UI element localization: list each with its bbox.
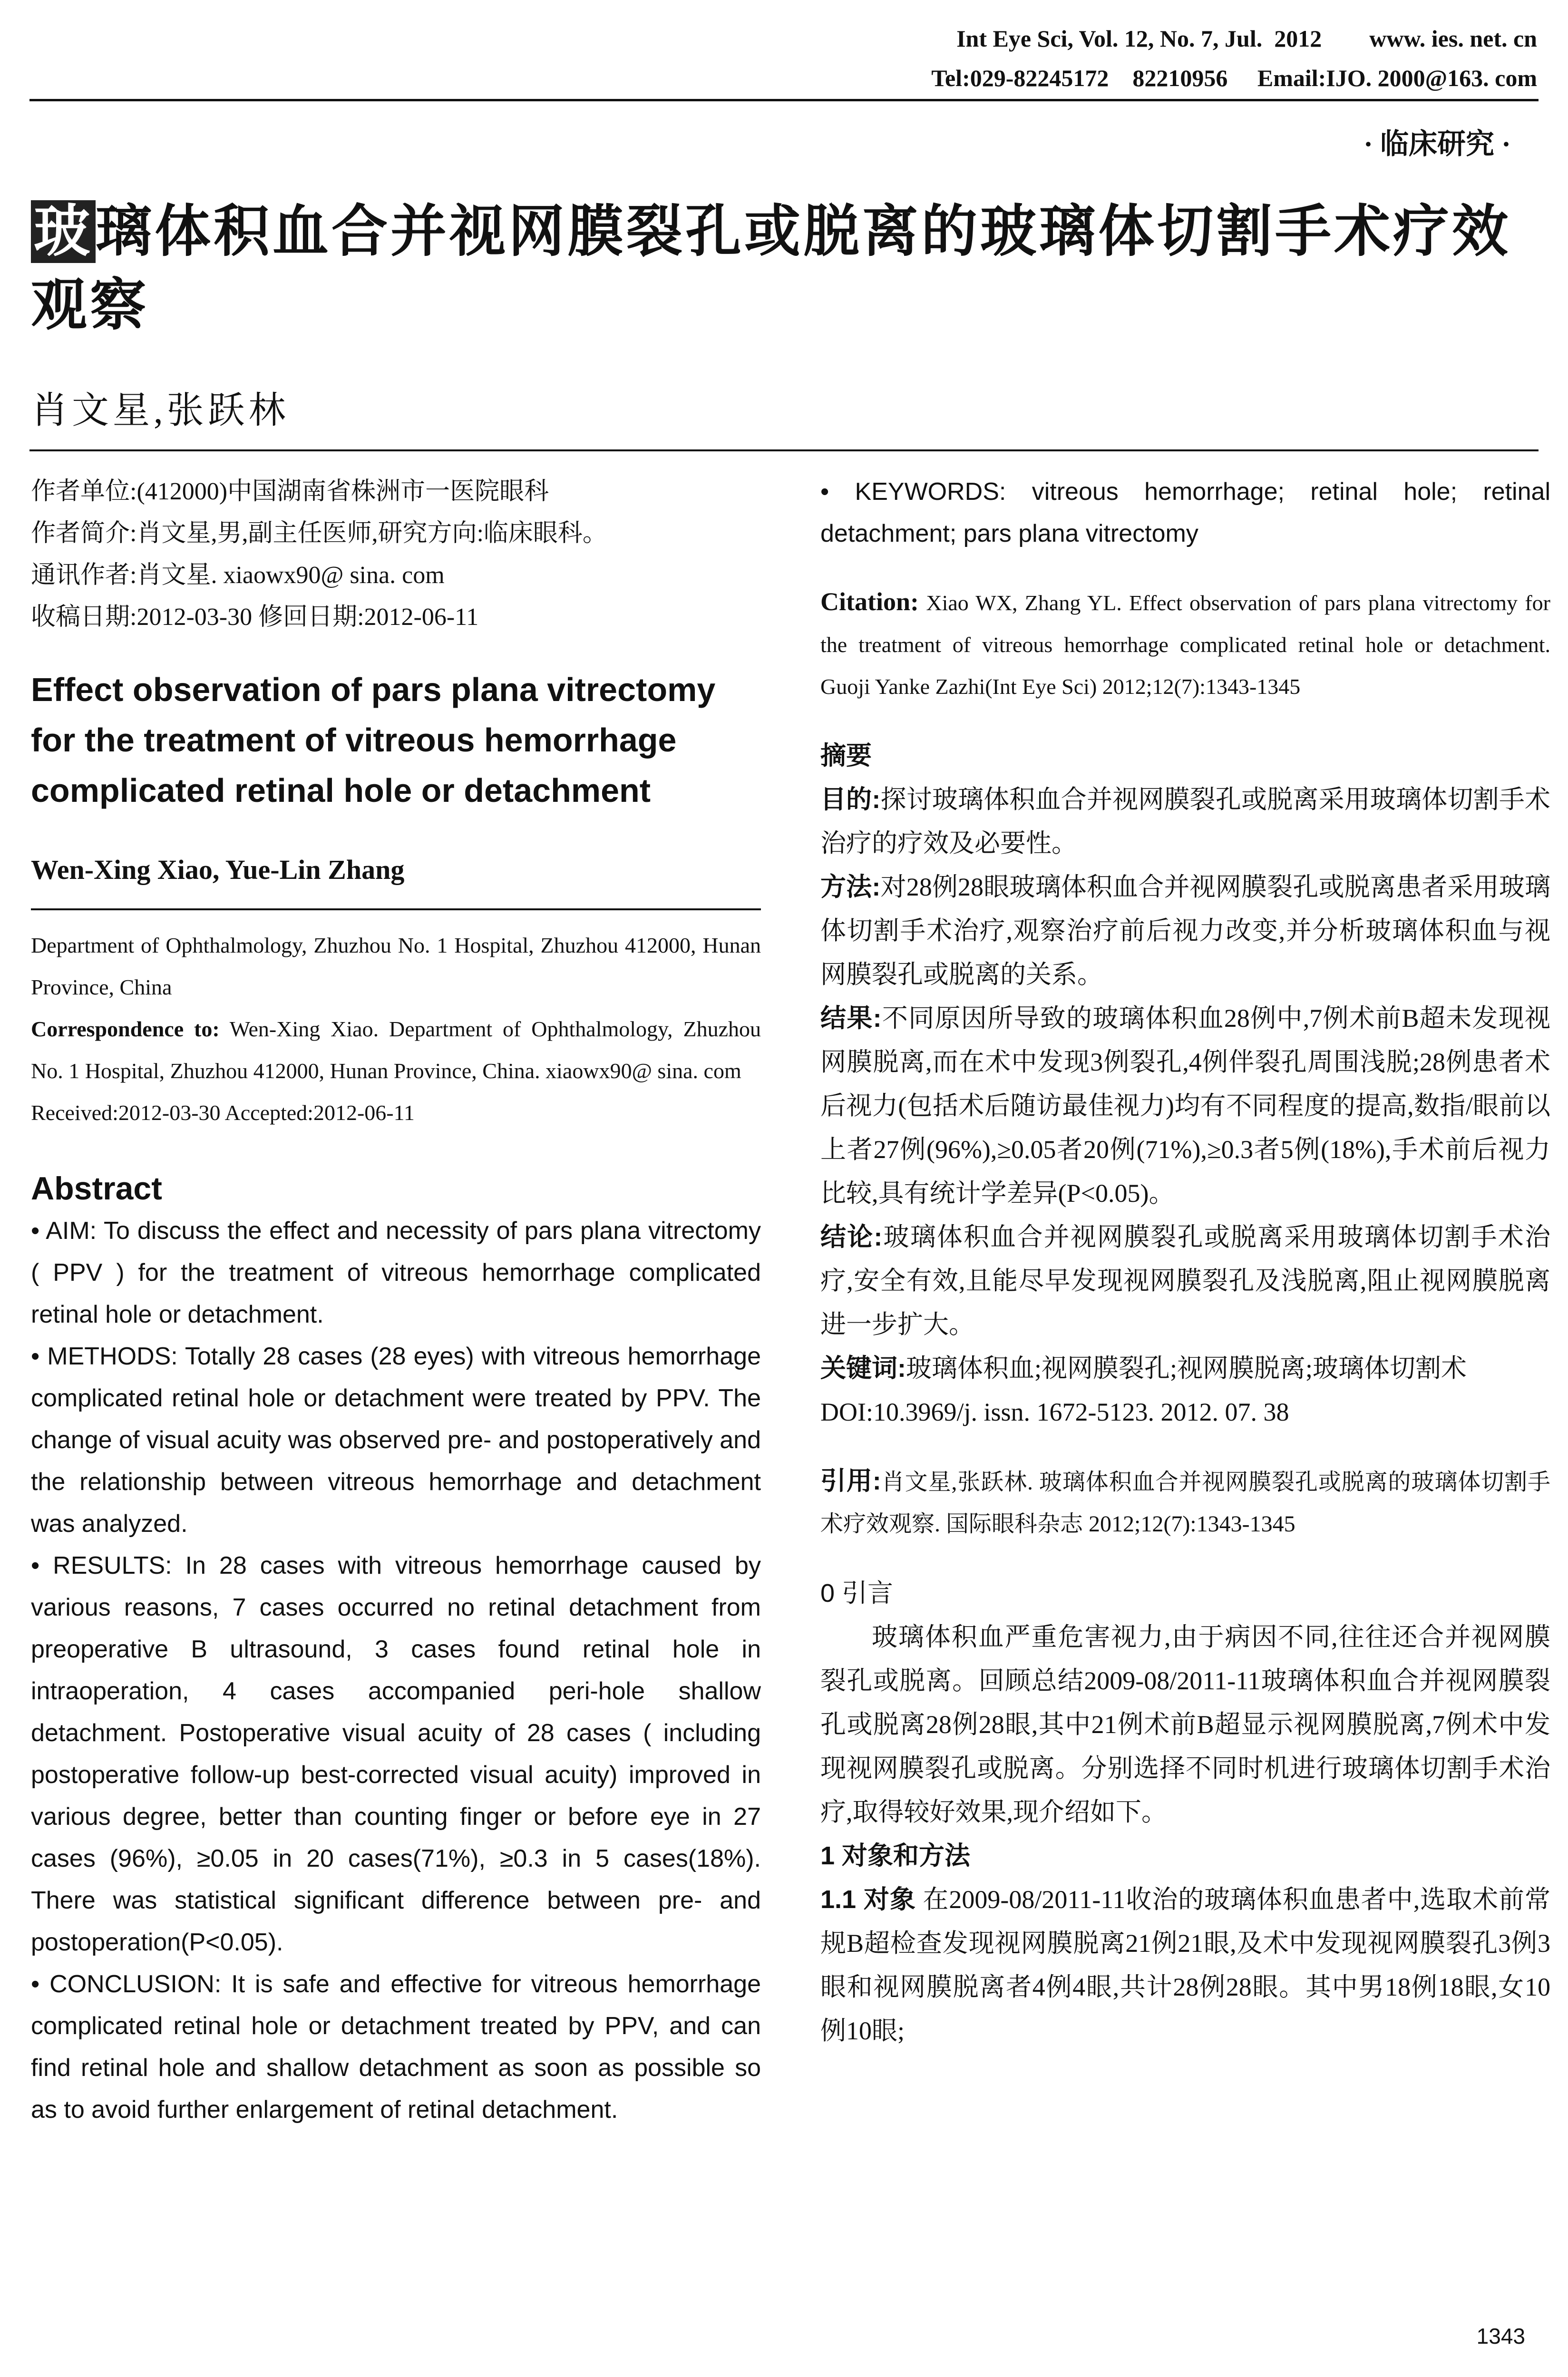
cn-results-label: 结果: <box>820 1004 882 1033</box>
cn-aim-text: 探讨玻璃体积血合并视网膜裂孔或脱离采用玻璃体切割手术治疗的疗效及必要性。 <box>820 785 1550 857</box>
citation-en <box>820 581 1550 708</box>
conclusion-text: It is safe and effective for vitreous hemorrhage complicated retinal hole or detachment treated by PPV, and can find retinal hole and shallow detachment as soon as possible so as to avoid further enlargement of retinal detachment. <box>31 1970 761 2124</box>
info-line: 通讯作者:肖文星. xiaowx90@ sina. com <box>31 562 445 589</box>
citation-cn-label: 引用: <box>820 1467 881 1495</box>
spacer <box>820 1545 1550 1571</box>
received-dates: Received:2012-03-30 Accepted:2012-06-11 <box>31 1101 415 1125</box>
methods-text: Totally 28 cases (28 eyes) with vitreous hemorrhage complicated retinal hole or detachment were treated by PPV. The change of visual acuity was observed pre- and postoperatively and the relationship between vitreous hemorrhage and detachment was analyzed. <box>31 1343 761 1538</box>
cn-aim-label: 目的: <box>820 785 881 814</box>
english-authors: Wen-Xing Xiao, Yue-Lin Zhang <box>31 854 405 885</box>
results-text: In 28 cases with vitreous hemorrhage caused by various reasons, 7 cases occurred no retinal detachment from preoperative B ultrasound, 3 cases found retinal hole in intraoperation, 4 cases accompanied peri-hole shallow detachment. Postoperative visual acuity of 28 cases ( including postoperative follow-up best-corrected visual acuity) improved in various degree, better than counting finger or before eye in 27 cases (96%), ≥0.05 in 20 cases(71%), ≥0.3 in 5 cases(18%). There was statistical significant difference between pre- and postoperation(P<0.05). <box>31 1552 761 1956</box>
abstract-cn-heading: 摘要 <box>820 741 872 770</box>
abstract-heading: Abstract <box>31 1170 162 1207</box>
correspondence-text: Wen-Xing Xiao. Department of Ophthalmology, Zhuzhou No. 1 Hospital, Zhuzhou 412000, Hunan Province, China. xiaowx90@ sina. com <box>31 1017 761 1083</box>
citation-cn <box>820 1460 1550 1545</box>
correspondence-label: Correspondence to: <box>31 1017 220 1041</box>
results-label: • RESULTS: <box>31 1552 172 1579</box>
subject-label: 1.1 对象 <box>820 1885 916 1914</box>
author-rule <box>31 908 761 910</box>
author-info-cn <box>31 471 761 638</box>
info-line: 收稿日期:2012-03-30 修回日期:2012-06-11 <box>31 604 479 631</box>
title-first-char: 玻 <box>31 200 96 263</box>
abstract-methods <box>31 1335 761 1545</box>
intro-heading: 0 引言 <box>820 1579 894 1607</box>
cn-methods-text: 对28例28眼玻璃体积血合并视网膜裂孔或脱离患者采用玻璃体切割手术治疗,观察治疗前后视力改变,并分析玻璃体积血与视网膜裂孔或脱离的关系。 <box>820 873 1550 989</box>
contact-header: Tel:029-82245172 82210956 Email:IJO. 2000@163. com <box>931 65 1537 91</box>
abstract-cn-aim <box>820 778 1550 865</box>
citation-label: Citation: <box>820 587 919 616</box>
abstract-cn-methods <box>820 865 1550 996</box>
abstract-conclusion <box>31 1963 761 2131</box>
header-rule <box>29 99 1539 101</box>
cn-keywords-text: 玻璃体积血;视网膜裂孔;视网膜脱离;玻璃体切割术 <box>906 1354 1467 1383</box>
title-rest: 璃体积血合并视网膜裂孔或脱离的玻璃体切割手术疗效观察 <box>31 200 1511 337</box>
methods-heading: 1 对象和方法 <box>820 1841 971 1870</box>
abstract-cn-keywords <box>820 1346 1550 1390</box>
cn-keywords-label: 关键词: <box>820 1354 906 1383</box>
info-line: 作者简介:肖文星,男,副主任医师,研究方向:临床眼科。 <box>31 520 607 547</box>
abstract-results <box>31 1545 761 1963</box>
aim-label: • AIM: <box>31 1217 97 1245</box>
keywords-label: • KEYWORDS: <box>820 478 1006 506</box>
authors-cn: 肖文星,张跃林 <box>31 390 290 431</box>
subject-paragraph <box>820 1878 1550 2053</box>
right-column <box>820 471 1550 2053</box>
section-tag: · 临床研究 · <box>1363 128 1511 160</box>
keywords-en <box>820 471 1550 555</box>
doi: DOI:10.3969/j. issn. 1672-5123. 2012. 07. 38 <box>820 1398 1289 1426</box>
page-number: 1343 <box>1476 2324 1525 2348</box>
left-column <box>31 471 761 2131</box>
cn-conclusion-label: 结论: <box>820 1223 883 1251</box>
aim-text: To discuss the effect and necessity of pars plana vitrectomy ( PPV ) for the treatment of vitreous hemorrhage complicated retinal hole or detachment. <box>31 1217 761 1328</box>
affiliation: Department of Ophthalmology, Zhuzhou No. 1 Hospital, Zhuzhou 412000, Hunan Province, China <box>31 933 761 999</box>
spacer <box>820 555 1550 581</box>
cn-results-text: 不同原因所导致的玻璃体积血28例中,7例术前B超未发现视网膜脱离,而在术中发现3例裂孔,4例伴裂孔周围浅脱;28例患者术后视力(包括术后随访最佳视力)均有不同程度的提高,数指/眼前以上者27例(96%),≥0.05者20例(71%),≥0.3者5例(18%),手术前后视力比较,具有统计学差异(P<0.05)。 <box>820 1004 1551 1208</box>
abstract-cn-conclusion <box>820 1215 1550 1346</box>
journal-header: Int Eye Sci, Vol. 12, No. 7, Jul. 2012 www. ies. net. cn <box>956 25 1537 52</box>
spacer <box>820 1434 1550 1460</box>
article-title <box>31 195 1539 342</box>
info-line: 作者单位:(412000)中国湖南省株洲市一医院眼科 <box>31 478 549 505</box>
abstract-cn-results <box>820 996 1550 1215</box>
spacer <box>820 708 1550 734</box>
intro-text: 玻璃体积血严重危害视力,由于病因不同,往往还合并视网膜裂孔或脱离。回顾总结2009-08/2011-11玻璃体积血合并视网膜裂孔或脱离28例28眼,其中21例术前B超显示视网膜脱离,7例术中发现视网膜裂孔或脱离。分别选择不同时机进行玻璃体切割手术治疗,取得较好效果,现介绍如下。 <box>820 1623 1550 1826</box>
english-title: Effect observation of pars plana vitrectomy for the treatment of vitreous hemorrhage complicated retinal hole or detachment <box>31 671 716 809</box>
subject-text: 在2009-08/2011-11收治的玻璃体积血患者中,选取术前常规B超检查发现视网膜脱离21例21眼,及术中发现视网膜裂孔3例3眼和视网膜脱离者4例4眼,共计28例28眼。其中男18例18眼,女10例10眼; <box>820 1885 1550 2045</box>
correspondence <box>31 1008 761 1092</box>
cn-conclusion-text: 玻璃体积血合并视网膜裂孔或脱离采用玻璃体切割手术治疗,安全有效,且能尽早发现视网膜裂孔及浅脱离,阻止视网膜脱离进一步扩大。 <box>820 1223 1551 1339</box>
citation-text: Xiao WX, Zhang YL. Effect observation of pars plana vitrectomy for the treatment of vitreous hemorrhage complicated retinal hole or detachment. Guoji Yanke Zazhi(Int Eye Sci) 2012;12(7):1343-1345 <box>820 591 1550 699</box>
methods-label: • METHODS: <box>31 1343 178 1370</box>
keywords-text: vitreous hemorrhage; retinal hole; retinal detachment; pars plana vitrectomy <box>820 478 1551 547</box>
cn-methods-label: 方法: <box>820 873 881 901</box>
abstract-aim <box>31 1210 761 1335</box>
citation-cn-text: 肖文星,张跃林. 玻璃体积血合并视网膜裂孔或脱离的玻璃体切割手术疗效观察. 国际眼科杂志 2012;12(7):1343-1345 <box>820 1470 1550 1537</box>
conclusion-label: • CONCLUSION: <box>31 1970 222 1998</box>
top-rule <box>29 449 1539 451</box>
